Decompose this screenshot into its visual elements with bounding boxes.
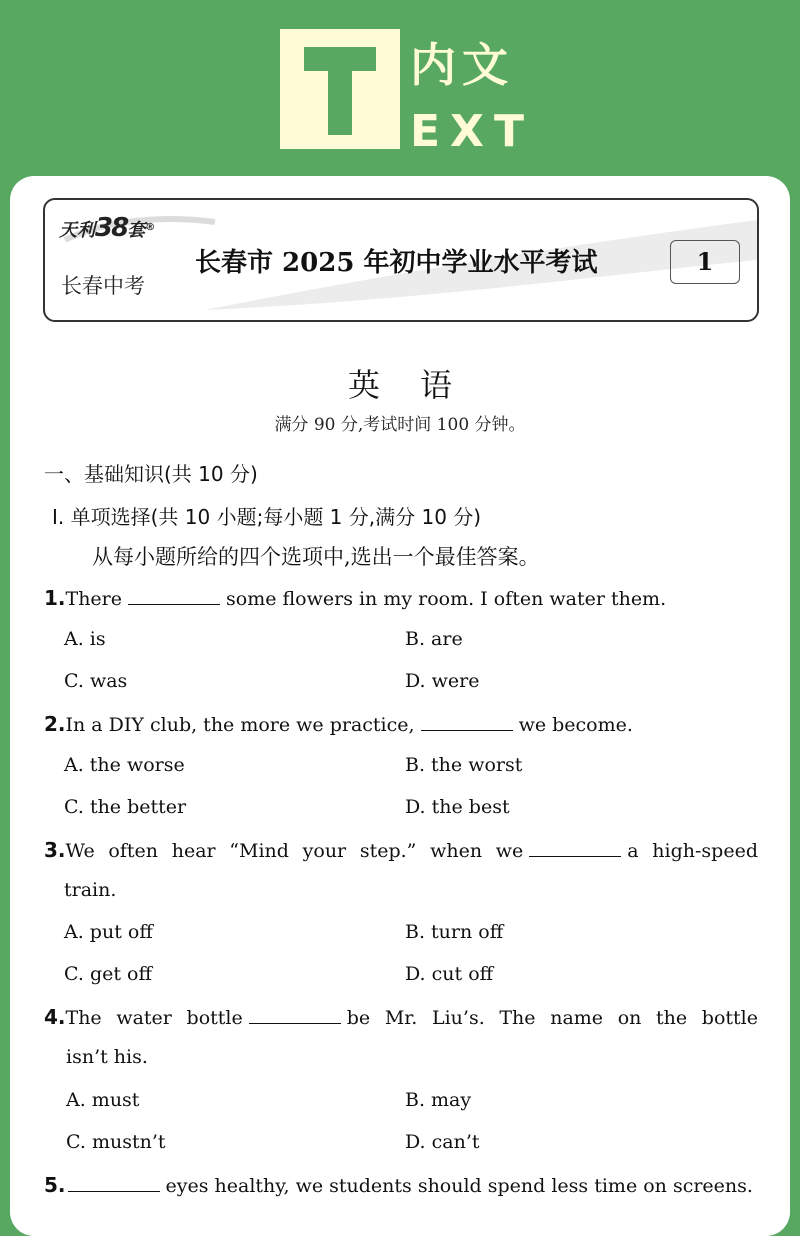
question-text-after: be Mr. Liu’s. The name on the bottle — [346, 1007, 758, 1029]
answer-blank[interactable] — [68, 1177, 160, 1192]
option-c[interactable]: C. mustn’t — [66, 1131, 166, 1153]
question-number: 5. — [44, 1173, 66, 1197]
brand-subtitle: 长春中考 — [61, 274, 145, 298]
option-c[interactable]: C. the better — [64, 796, 187, 818]
option-b[interactable]: B. turn off — [405, 921, 504, 943]
question-text-after: a high-speed — [627, 840, 758, 862]
brand-name: 天利 — [59, 220, 95, 241]
exam-title: 长春市 2025 年初中学业水平考试 — [195, 248, 598, 278]
registered-mark: ® — [145, 222, 156, 233]
subject-title: 英语 — [347, 366, 492, 404]
option-b[interactable]: B. the worst — [405, 754, 523, 776]
option-a[interactable]: A. put off — [64, 921, 153, 943]
question-5 — [44, 1173, 758, 1197]
question-text-before: In a DIY club, the more we practice, — [65, 714, 415, 736]
exam-header — [43, 198, 759, 322]
question-text-before: There — [65, 588, 122, 610]
question-4-continued: isn’t his. — [66, 1046, 148, 1068]
option-a[interactable]: A. is — [64, 628, 106, 650]
option-b[interactable]: B. are — [405, 628, 463, 650]
option-c[interactable]: C. was — [64, 670, 128, 692]
option-a[interactable]: A. must — [66, 1089, 140, 1111]
question-text-after: eyes healthy, we students should spend less time on screens. — [165, 1175, 753, 1197]
question-2 — [44, 712, 758, 736]
question-4 — [44, 1005, 758, 1029]
brand-number: 38 — [95, 213, 128, 243]
question-text-before: The water bottle — [65, 1007, 243, 1029]
banner-title-en: EXT — [410, 106, 534, 157]
option-b[interactable]: B. may — [405, 1089, 472, 1111]
exam-info: 满分 90 分,考试时间 100 分钟。 — [274, 415, 526, 435]
option-c[interactable]: C. get off — [64, 963, 152, 985]
answer-blank[interactable] — [128, 590, 220, 605]
brand-suffix: 套 — [127, 220, 146, 241]
option-d[interactable]: D. were — [405, 670, 480, 692]
logo-t-letter-stem — [328, 47, 352, 135]
question-text-after: some flowers in my room. I often water them. — [226, 588, 667, 610]
section-heading: 一、基础知识(共 10 分) — [44, 462, 258, 486]
question-1 — [44, 586, 758, 610]
exam-number-box: 1 — [670, 240, 740, 284]
answer-blank[interactable] — [421, 716, 513, 731]
question-3 — [44, 838, 758, 862]
option-d[interactable]: D. the best — [405, 796, 510, 818]
brand-logo — [59, 213, 156, 243]
paper-sheet — [10, 176, 790, 1236]
option-d[interactable]: D. cut off — [405, 963, 494, 985]
answer-blank[interactable] — [529, 842, 621, 857]
option-a[interactable]: A. the worse — [64, 754, 185, 776]
question-number: 2. — [44, 712, 66, 736]
instruction-text: 从每小题所给的四个选项中,选出一个最佳答案。 — [92, 545, 540, 569]
part-heading: Ⅰ. 单项选择(共 10 小题;每小题 1 分,满分 10 分) — [52, 505, 482, 529]
question-text-before: We often hear “Mind your step.” when we — [65, 840, 524, 862]
answer-blank[interactable] — [249, 1009, 341, 1024]
banner-title-cn: 内文 — [410, 38, 514, 92]
option-d[interactable]: D. can’t — [405, 1131, 480, 1153]
question-number: 4. — [44, 1005, 66, 1029]
question-number: 3. — [44, 838, 66, 862]
question-text-after: we become. — [518, 714, 633, 736]
question-number: 1. — [44, 586, 66, 610]
question-3-continued: train. — [64, 879, 117, 901]
